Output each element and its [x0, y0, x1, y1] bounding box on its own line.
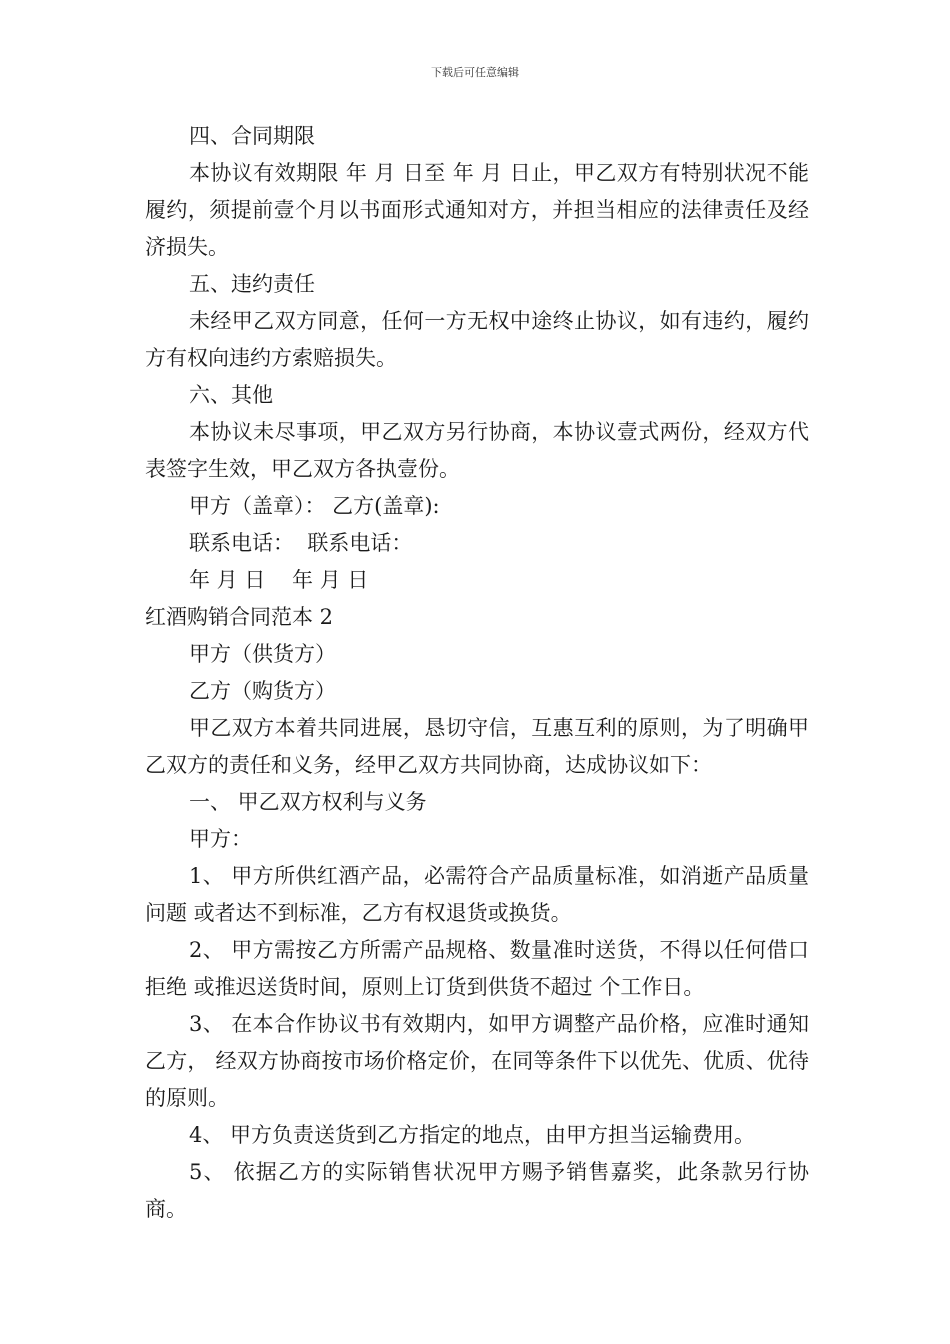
clause-4: 4、 甲方负责送货到乙方指定的地点，由甲方担当运输费用。 — [189, 1123, 756, 1147]
document-body — [145, 118, 809, 1228]
party-a-supplier: 甲方（供货方） — [189, 642, 336, 666]
paragraph-other-body: 本协议未尽事项，甲乙双方另行协商，本协议壹式两份，经双方代表签字生效，甲乙双方各执壹份。 — [145, 420, 809, 481]
document-title-sample-2: 红酒购销合同范本 2 — [145, 605, 334, 629]
paragraph-term-body: 本协议有效期限 年 月 日至 年 月 日止，甲乙双方有特别状况不能履约，须提前壹个月以书面形式通知对方，并担当相应的法律责任及经济损失。 — [145, 161, 809, 259]
clause-3: 3、 在本合作协议书有效期内，如甲方调整产品价格，应准时通知乙方， 经双方协商按市场价格定价，在同等条件下以优先、优质、优待的原则。 — [145, 1012, 809, 1110]
party-a-label: 甲方： — [189, 827, 252, 851]
signature-phone-line: 联系电话： 联系电话： — [189, 531, 413, 555]
party-b-buyer: 乙方（购货方） — [189, 679, 336, 703]
signature-seal-line: 甲方（盖章）： 乙方(盖章): — [189, 494, 440, 518]
paragraph-breach-body: 未经甲乙双方同意，任何一方无权中途终止协议，如有违约，履约方有权向违约方索赔损失。 — [145, 309, 809, 370]
clause-1: 1、 甲方所供红酒产品，必需符合产品质量标准，如消逝产品质量问题 或者达不到标准，乙方有权退货或换货。 — [145, 864, 809, 925]
section-heading-term: 四、合同期限 — [189, 124, 315, 148]
clause-5: 5、 依据乙方的实际销售状况甲方赐予销售嘉奖，此条款另行协商。 — [145, 1160, 809, 1221]
clause-2: 2、 甲方需按乙方所需产品规格、数量准时送货，不得以任何借口拒绝 或推迟送货时间，原则上订货到供货不超过 个工作日。 — [145, 938, 809, 999]
page-header-note: 下载后可任意编辑 — [431, 66, 519, 79]
section-heading-rights: 一、 甲乙双方权利与义务 — [189, 790, 427, 814]
section-heading-other: 六、其他 — [189, 383, 273, 407]
paragraph-preamble: 甲乙双方本着共同进展，恳切守信，互惠互利的原则，为了明确甲乙双方的责任和义务，经甲乙双方共同协商，达成协议如下： — [145, 716, 809, 777]
section-heading-breach: 五、违约责任 — [189, 272, 315, 296]
signature-date-line: 年 月 日 年 月 日 — [189, 568, 369, 592]
